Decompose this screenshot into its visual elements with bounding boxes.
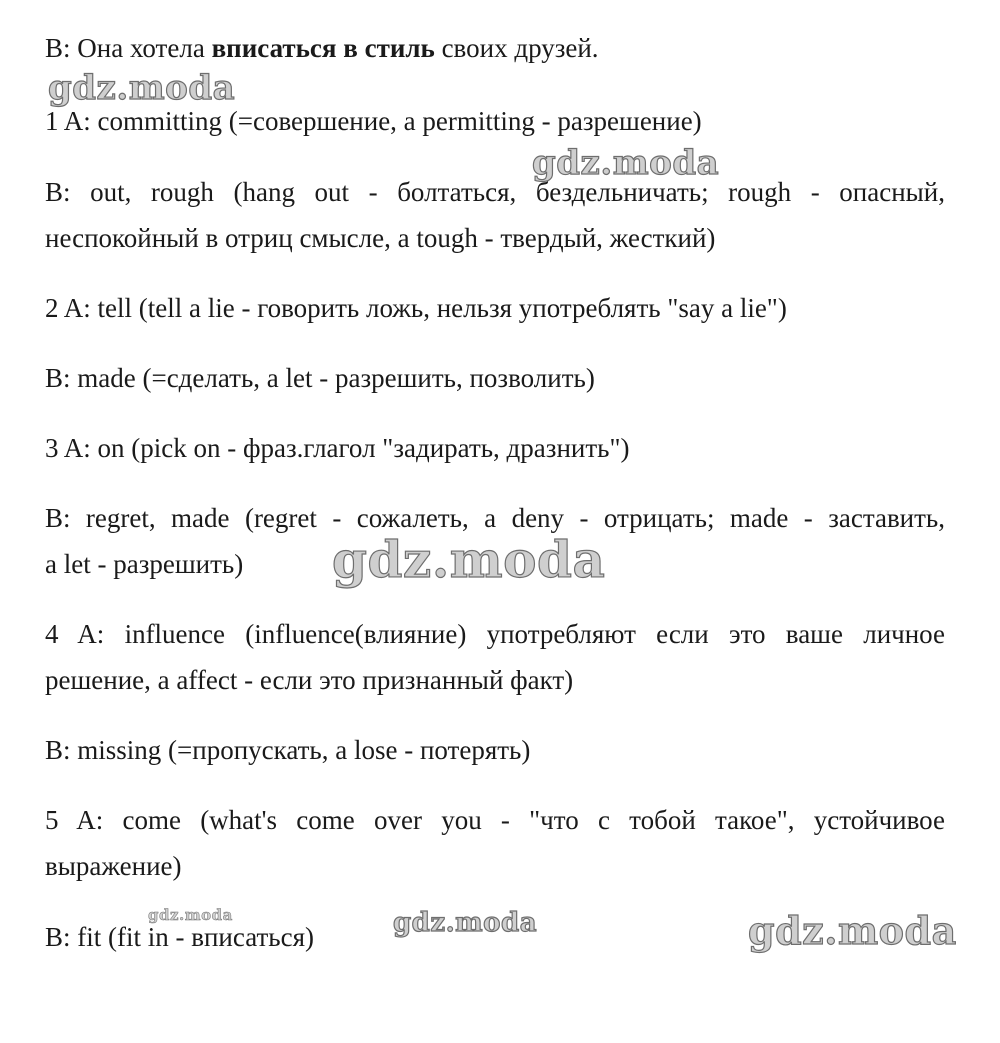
answer-5a-line1: 5 A: come (what's come over you - "что с тобой такое", устойчивое [45, 805, 945, 835]
watermark-4: gdz.moda [148, 906, 233, 924]
header-line [45, 32, 599, 64]
answer-1b-line1: B: out, rough (hang out - болтаться, бездельничать; rough - опасный, [45, 177, 945, 207]
answer-2b: B: made (=сделать, a let - разрешить, позволить) [45, 363, 595, 393]
answer-3b-line2: a let - разрешить) [45, 549, 244, 579]
header-suffix: своих друзей. [434, 33, 599, 63]
header-prefix: B: Она хотела [45, 33, 212, 63]
answer-3a: 3 A: on (pick on - фраз.глагол "задирать, дразнить") [45, 433, 630, 463]
answer-4b: B: missing (=пропускать, a lose - потерять) [45, 735, 531, 765]
answer-2a: 2 A: tell (tell a lie - говорить ложь, нельзя употреблять "say a lie") [45, 293, 787, 323]
answer-5b: B: fit (fit in - вписаться) [45, 922, 314, 952]
answer-1a: 1 A: committing (=совершение, a permitting - разрешение) [45, 106, 702, 136]
watermark-5: gdz.moda [393, 908, 538, 938]
answer-3b-line1: B: regret, made (regret - сожалеть, a deny - отрицать; made - заставить, [45, 503, 945, 533]
answer-5a-line2: выражение) [45, 851, 182, 881]
answer-4a-line2: решение, a affect - если это признанный факт) [45, 665, 574, 695]
answer-1b-line2: неспокойный в отриц смысле, a tough - твердый, жесткий) [45, 223, 716, 253]
watermark-3: gdz.moda [332, 530, 606, 589]
header-bold-phrase: вписаться в стиль [211, 33, 435, 63]
watermark-2: gdz.moda [532, 143, 720, 183]
answer-4a-line1: 4 A: influence (influence(влияние) употребляют если это ваше личное [45, 619, 945, 649]
watermark-1: gdz.moda [48, 68, 236, 108]
watermark-6: gdz.moda [748, 908, 957, 953]
